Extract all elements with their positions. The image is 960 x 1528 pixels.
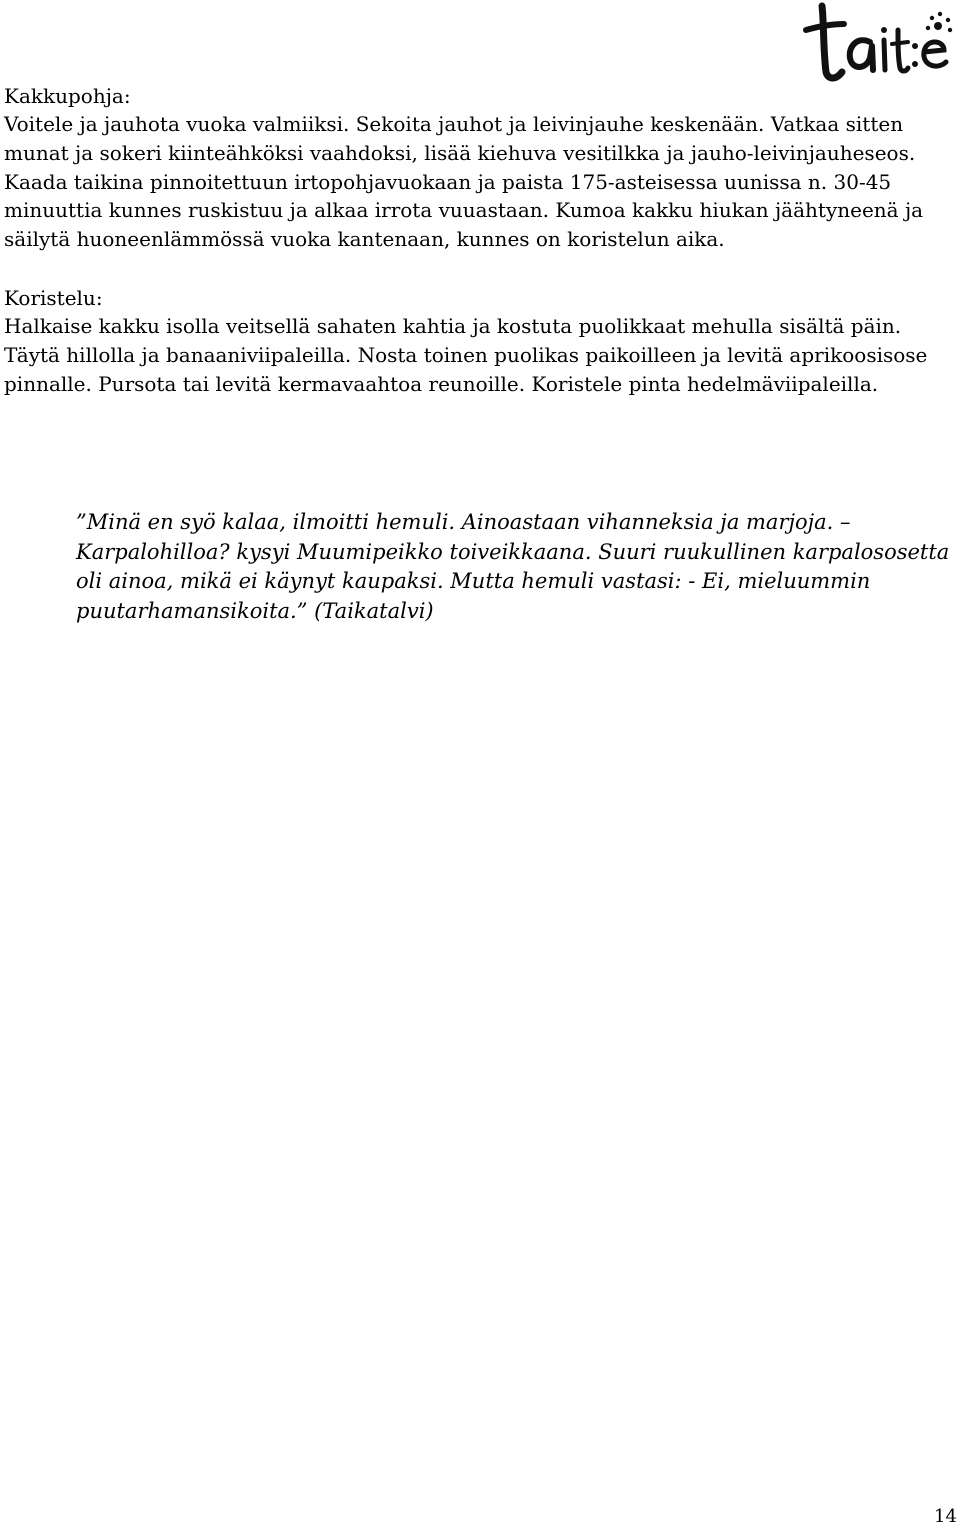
page-number: 14 xyxy=(934,1506,957,1527)
recipe-content xyxy=(4,82,954,398)
taite-logo-icon xyxy=(800,0,960,84)
cake-base-section xyxy=(4,82,954,254)
decoration-text: Halkaise kakku isolla veitsellä sahaten kahtia ja kostuta puolikkaat mehulla sisältä päin. Täytä hillolla ja banaaniviipaleilla. Nosta toinen puolikas paikoilleen ja levitä aprikoosisose pinnalle. Pursota tai levitä kermavaahtoa reunoille. Koristele pinta hedelmäviipaleilla. xyxy=(4,313,928,396)
decoration-heading: Koristelu: xyxy=(4,285,103,310)
quote-text: ”Minä en syö kalaa, ilmoitti hemuli. Ainoastaan vihanneksia ja marjoja. – Karpalohilloa? kysyi Muumipeikko toiveikkaana. Suuri ruukullinen karpalososetta oli ainoa, mikä ei käynyt kaupaksi. Mutta hemuli vastasi: - Ei, mieluummin puutarhamansikoita.” (Taikatalvi) xyxy=(76,510,950,623)
decoration-section xyxy=(4,284,954,398)
cake-base-heading: Kakkupohja: xyxy=(4,84,131,108)
cake-base-text: Voitele ja jauhota vuoka valmiiksi. Sekoita jauhot ja leivinjauhe keskenään. Vatkaa sitten munat ja sokeri kiinteähköksi vaahdoksi, lisää kiehuva vesitilkka ja jauho-leivinjauheseos. Kaada taikina pinnoitettuun irtopohjavuokaan ja paista 175-asteisessa uunissa n. 30-45 minuuttia kunnes ruskistuu ja alkaa irrota vuuastaan. Kumoa kakku hiukan jäähtyneenä ja säilytä huoneenlämmössä vuoka kantenaan, kunnes on koristelun aika. xyxy=(4,112,924,252)
